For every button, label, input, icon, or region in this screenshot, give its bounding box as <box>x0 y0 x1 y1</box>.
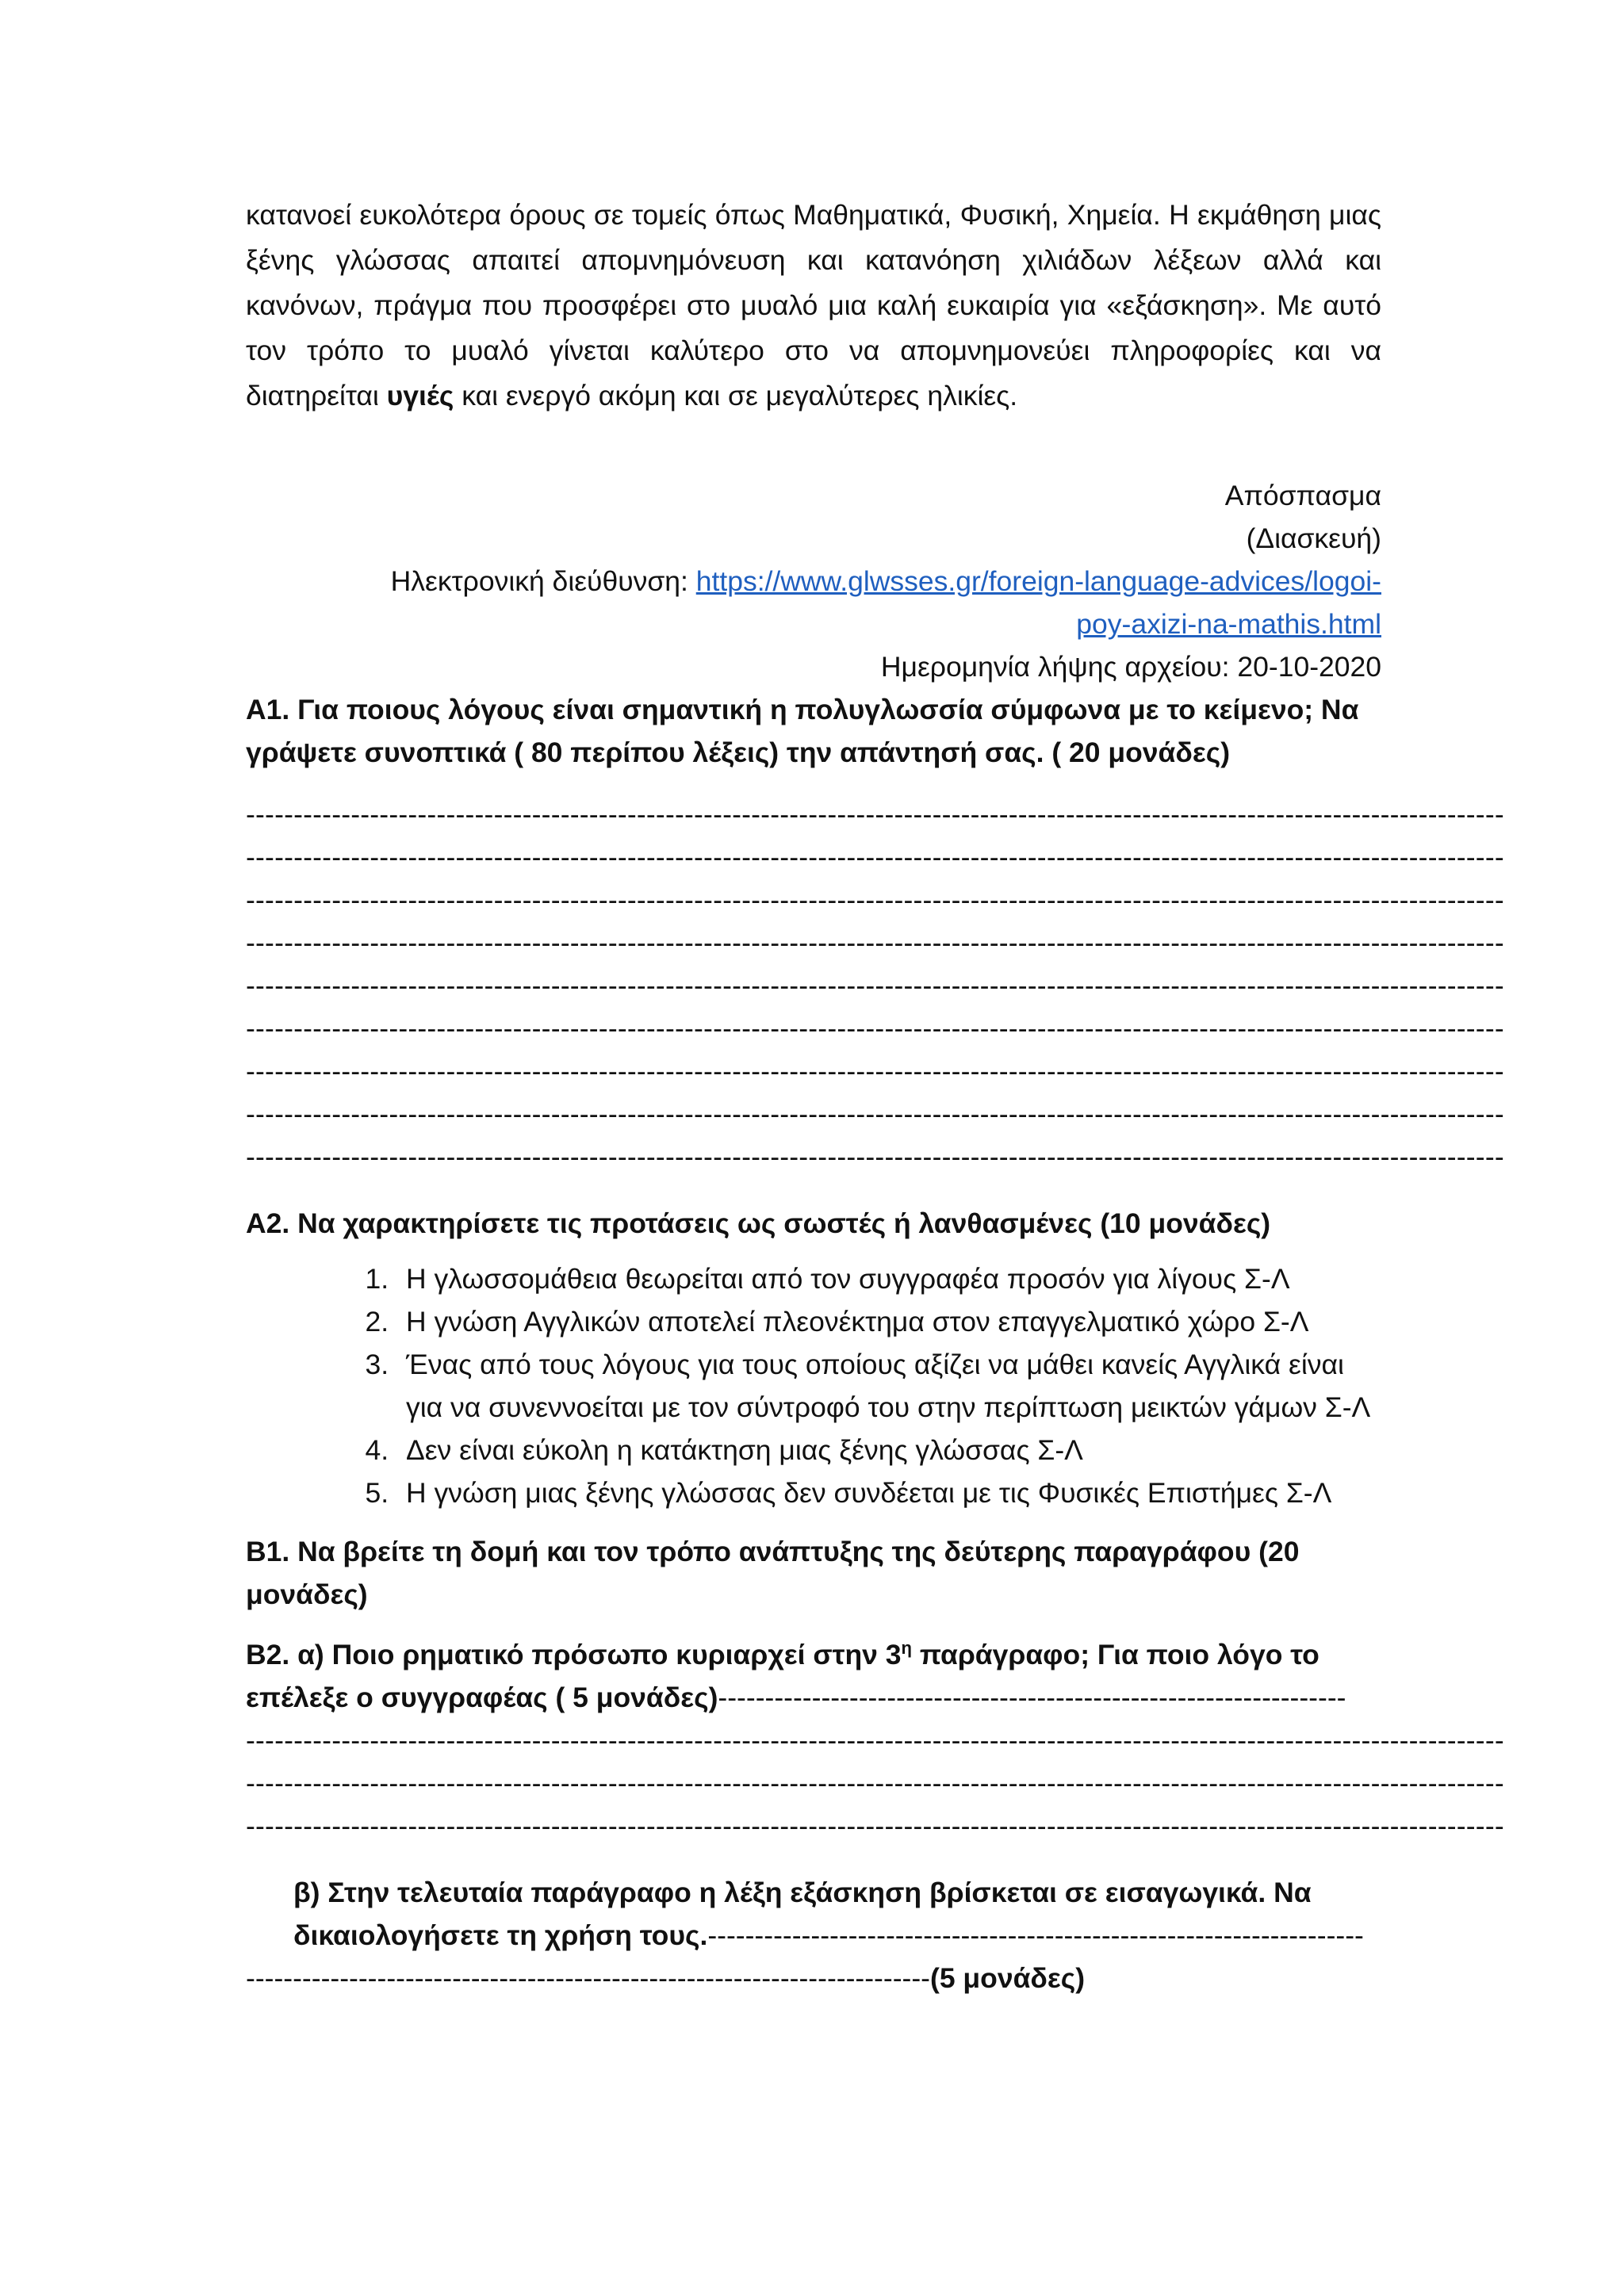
list-item: 3. Ένας από τους λόγους για τους οποίους αξίζει να μάθει κανείς Αγγλικά είναι για να συνεννοείται με τον σύντροφό του στην περίπτωση μεικτών γάμων Σ-Λ <box>396 1343 1381 1429</box>
question-a2: Α2. Να χαρακτηρίσετε τις προτάσεις ως σωστές ή λανθασμένες (10 μονάδες) <box>246 1207 1271 1239</box>
source-url-line-2 <box>246 603 1381 645</box>
intro-text-end: και ενεργό ακόμη και σε μεγαλύτερες ηλικίες. <box>454 380 1018 411</box>
source-date: Ημερομηνία λήψης αρχείου: 20-10-2020 <box>880 651 1381 683</box>
source-block <box>246 474 1381 688</box>
question-b1: Β1. Να βρείτε τη δομή και τον τρόπο ανάπτυξης της δεύτερης παραγράφου (20 μονάδες) <box>246 1536 1300 1610</box>
list-item: 4. Δεν είναι εύκολη η κατάκτηση μιας ξένης γλώσσας Σ-Λ <box>396 1429 1381 1471</box>
answer-line: ------------------------------------------------------------------------------------------------------------------------------------ <box>246 1724 1504 1756</box>
document-content <box>246 193 1504 1999</box>
answer-line: ------------------------------------------------------------------------------------------------------------------------------------ <box>246 798 1504 830</box>
answer-line: ------------------------------------------------------------------------------------------------------------------------------------ <box>246 1098 1504 1130</box>
list-item: 5. Η γνώση μιας ξένης γλώσσας δεν συνδέεται με τις Φυσικές Επιστήμες Σ-Λ <box>396 1471 1381 1514</box>
answer-line: ------------------------------------------------------------------------------------------------------------------------------------ <box>246 884 1504 916</box>
answer-line: ------------------------------------------------------------------------------------------------------------------------------------ <box>246 1055 1504 1087</box>
answer-line: ------------------------------------------------------------------------------------------------------------------------------------ <box>246 1012 1504 1044</box>
question-b2b: β) Στην τελευταία παράγραφο η λέξη εξάσκηση βρίσκεται σε εισαγωγικά. Να δικαιολογήσετε τη χρήση τους.---------------------------------------------------------------------- <box>293 1877 1364 1951</box>
source-url-label: Ηλεκτρονική διεύθυνση: <box>390 565 696 597</box>
question-b2b-points: -------------------------------------------------------------------------(5 μονάδες) <box>246 1962 1086 1994</box>
bold-word: υγιές <box>386 380 454 411</box>
source-title: Απόσπασμα <box>1224 480 1381 511</box>
question-a1: Α1. Για ποιους λόγους είναι σημαντική η πολυγλωσσία σύμφωνα με το κείμενο; Να γράψετε συνοπτικά ( 80 περίπου λέξεις) την απάντησή σας. ( 20 μονάδες) <box>246 694 1359 768</box>
question-b2a: Β2. α) Ποιο ρηματικό πρόσωπο κυριαρχεί στην $3^\eta$ παράγραφο; Για ποιο λόγο το επέλεξε ο συγγραφέας ( 5 μονάδες)------------------------------------------------------------------- <box>246 1638 1346 1713</box>
intro-text: κατανοεί ευκολότερα όρους σε τομείς όπως Μαθηματικά, Φυσική, Χημεία. Η εκμάθηση μιας ξένης γλώσσας απαιτεί απομνημόνευση και κατανόηση χιλιάδων λέξεων αλλά και κανόνων, πράγμα που προσφέρει στο μυαλό μια καλή ευκαιρία για «εξάσκηση». Με αυτό τον τρόπο το μυαλό γίνεται καλύτερο στο να απομνημονεύει πληροφορίες και να διατηρείται <box>246 199 1381 411</box>
source-url-line <box>246 560 1381 603</box>
true-false-list <box>246 1257 1381 1514</box>
answer-line: ------------------------------------------------------------------------------------------------------------------------------------ <box>246 927 1504 959</box>
answer-line: ------------------------------------------------------------------------------------------------------------------------------------ <box>246 1141 1504 1173</box>
source-url-link-cont[interactable]: poy-axizi-na-mathis.html <box>1076 608 1381 640</box>
answer-line: ------------------------------------------------------------------------------------------------------------------------------------ <box>246 841 1504 873</box>
list-item: 1. Η γλωσσομάθεια θεωρείται από τον συγγραφέα προσόν για λίγους Σ-Λ <box>396 1257 1381 1300</box>
source-adaptation: (Διασκευή) <box>1246 522 1381 554</box>
answer-line: ------------------------------------------------------------------------------------------------------------------------------------ <box>246 970 1504 1001</box>
intro-paragraph <box>246 193 1381 419</box>
list-item: 2. Η γνώση Αγγλικών αποτελεί πλεονέκτημα στον επαγγελματικό χώρο Σ-Λ <box>396 1300 1381 1343</box>
source-url-link[interactable]: https://www.glwsses.gr/foreign-language-advices/logoi- <box>695 565 1381 597</box>
answer-line: ------------------------------------------------------------------------------------------------------------------------------------ <box>246 1767 1504 1799</box>
answer-line: ------------------------------------------------------------------------------------------------------------------------------------ <box>246 1810 1504 1842</box>
